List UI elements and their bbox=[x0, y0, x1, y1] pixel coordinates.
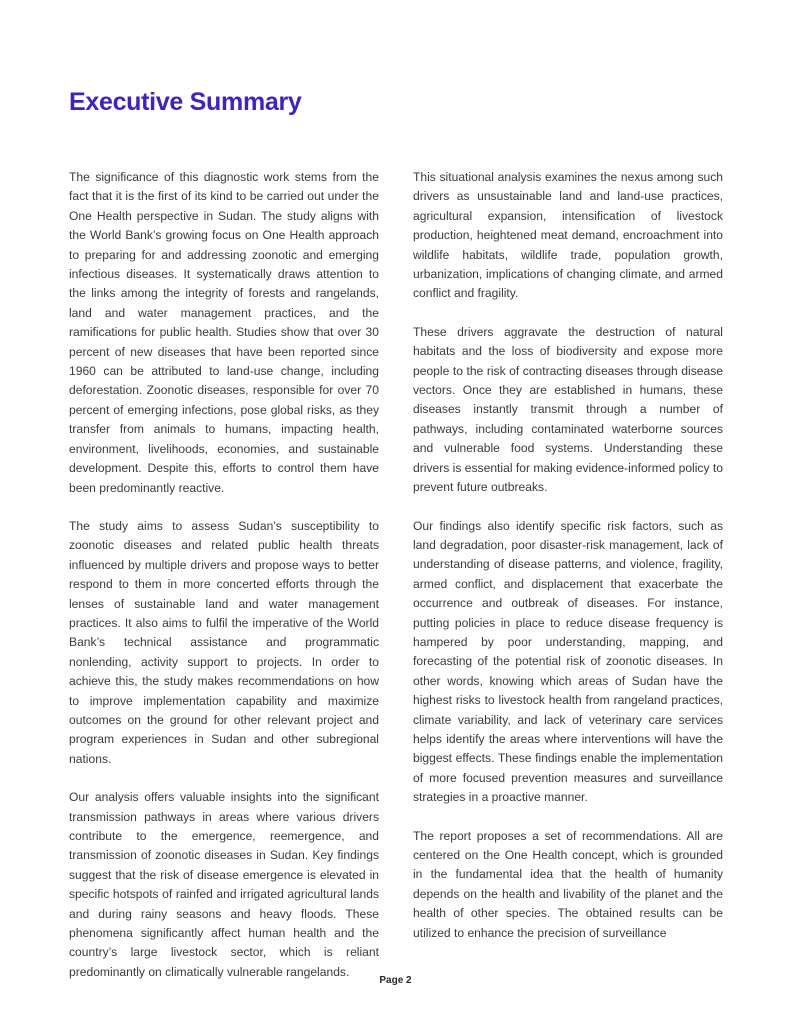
page-number: Page 2 bbox=[379, 975, 412, 986]
left-column bbox=[69, 168, 379, 1001]
body-paragraph: The study aims to assess Sudan’s susceptibility to zoonotic diseases and related public health threats influenced by multiple drivers and propose ways to better respond to them in more concerted efforts through the lenses of sustainable land and water management practices. It also aims to fulfil the imperative of the World Bank’s technical assistance and programmatic nonlending, activity support to projects. In order to achieve this, the study makes recommendations on how to improve implementation capability and maximize outcomes on the ground for other relevant project and program experiences in Sudan and other subregional nations. bbox=[69, 518, 379, 766]
body-paragraph: These drivers aggravate the destruction of natural habitats and the loss of biodiversity and expose more people to the risk of contracting diseases through disease vectors. Once they are established in humans, these diseases instantly transmit through a number of pathways, including contaminated waterborne sources and vulnerable food systems. Understanding these drivers is essential for making evidence-informed policy to prevent future outbreaks. bbox=[413, 324, 723, 495]
body-paragraph: The report proposes a set of recommendations. All are centered on the One Health concept, which is grounded in the fundamental idea that the health of humanity depends on the health and livability of the planet and the health of other species. The obtained results can be utilized to enhance the precision of surveillance bbox=[413, 828, 723, 940]
page-title: Executive Summary bbox=[69, 88, 302, 116]
body-paragraph: Our analysis offers valuable insights into the significant transmission pathways in areas where various drivers contribute to the emergence, reemergence, and transmission of zoonotic diseases in Sudan. Key findings suggest that the risk of disease emergence is elevated in specific hotspots of rainfed and irrigated agricultural lands and during rainy seasons and heavy floods. These phenomena significantly affect human health and the country’s large livestock sector, which is reliant predominantly on climatically vulnerable rangelands. bbox=[69, 790, 379, 979]
right-column bbox=[413, 168, 723, 962]
body-paragraph: This situational analysis examines the nexus among such drivers as unsustainable land and land-use practices, agricultural expansion, intensification of livestock production, heightened meat demand, encroachment into wildlife habitats, wildlife trade, population growth, urbanization, implications of changing climate, and armed conflict and fragility. bbox=[413, 170, 723, 301]
body-paragraph: The significance of this diagnostic work stems from the fact that it is the first of its kind to be carried out under the One Health perspective in Sudan. The study aligns with the World Bank’s growing focus on One Health approach to preparing for and addressing zoonotic and emerging infectious diseases. It systematically draws attention to the links among the integrity of forests and rangelands, land and water management practices, and the ramifications for public health. Studies show that over 30 percent of new diseases that have been reported since 1960 can be attributed to land-use change, including deforestation. Zoonotic diseases, responsible for over 70 percent of emerging infections, pose global risks, as they transfer from animals to humans, impacting health, environment, livelihoods, economies, and sustainable development. Despite this, efforts to control them have been predominantly reactive. bbox=[69, 170, 379, 495]
body-paragraph: Our findings also identify specific risk factors, such as land degradation, poor disaster-risk management, lack of understanding of disease patterns, and violence, fragility, armed conflict, and displacement that exacerbate the occurrence and outbreak of diseases. For instance, putting policies in place to reduce disease frequency is hampered by poor understanding, mapping, and forecasting of the potential risk of zoonotic diseases. In other words, knowing which areas of Sudan have the highest risks to livestock health from rangeland practices, climate variability, and lack of veterinary care services helps identify the areas where interventions will have the biggest effects. These findings enable the implementation of more focused prevention measures and surveillance strategies in a proactive manner. bbox=[413, 518, 723, 805]
